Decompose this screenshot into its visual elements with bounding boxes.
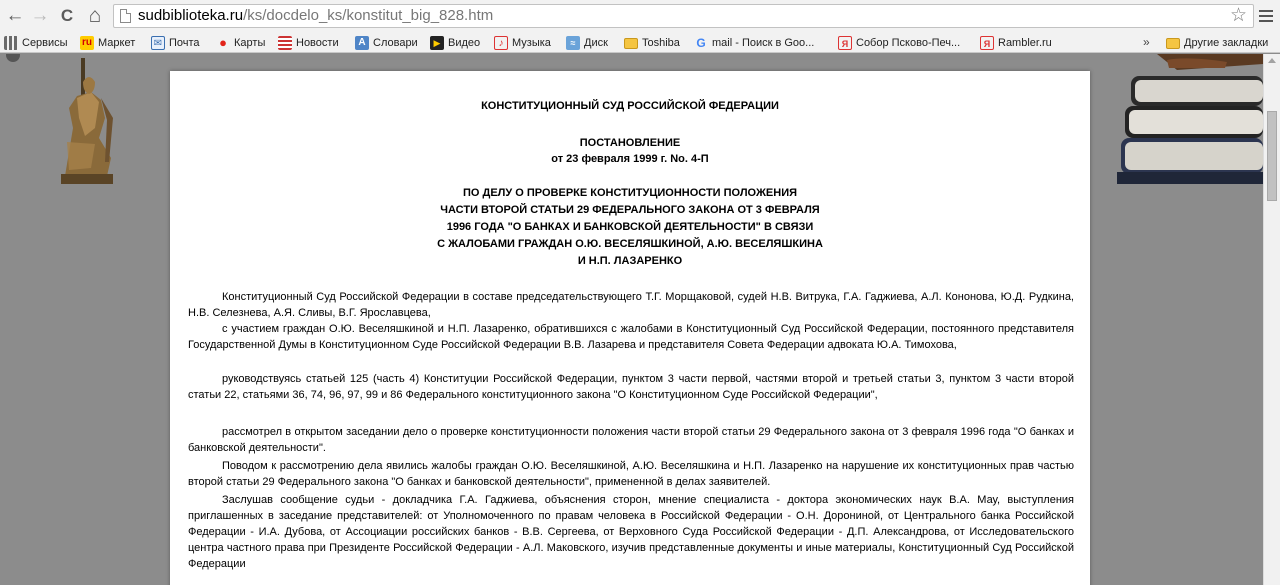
url-domain: sudbiblioteka.ru <box>138 7 244 24</box>
yandex-icon: Я <box>980 36 994 50</box>
video-icon: ▶ <box>430 36 444 50</box>
decorative-dot <box>6 54 20 62</box>
document-paragraph: с участием граждан О.Ю. Веселяшкиной и Н.П. Лазаренко, обратившихся с жалобами в Конституционный Суд Российской Федерации, постоянного представителя Государственной Думы в Конституционном Суде Российской Федерации В.В. Лазарева и представителя Совета Федерации адвоката Ю.А. Тимохова, <box>188 323 1074 351</box>
bookmark-dictionaries[interactable] <box>355 35 418 51</box>
document-page <box>170 71 1090 585</box>
bookmark-services[interactable] <box>4 35 68 51</box>
folder-icon <box>1166 38 1180 49</box>
disk-icon: ≈ <box>566 36 580 50</box>
scroll-up-arrow-icon[interactable] <box>1268 58 1276 63</box>
bookmark-label: Другие закладки <box>1184 37 1269 49</box>
document-title-line: И Н.П. ЛАЗАРЕНКО <box>577 255 683 267</box>
bookmark-label: Музыка <box>512 37 551 49</box>
document-title-line: 1996 ГОДА "О БАНКАХ И БАНКОВСКОЙ ДЕЯТЕЛЬНОСТИ" В СВЯЗИ <box>446 221 814 233</box>
court-heading: КОНСТИТУЦИОННЫЙ СУД РОССИЙСКОЙ ФЕДЕРАЦИИ <box>481 100 779 112</box>
dictionary-icon: А <box>355 36 369 50</box>
bookmark-label: Маркет <box>98 37 136 49</box>
forward-button[interactable]: → <box>30 5 50 26</box>
folder-icon <box>624 38 638 49</box>
document-title-line: ЧАСТИ ВТОРОЙ СТАТЬИ 29 ФЕДЕРАЛЬНОГО ЗАКОНА ОТ 3 ФЕВРАЛЯ <box>440 204 820 216</box>
document-paragraph: рассмотрел в открытом заседании дело о проверке конституционности положения части второй статьи 29 Федерального закона от 3 февраля 1996 года "О банках и банковской деятельности". <box>188 426 1074 454</box>
mail-icon: ✉ <box>151 36 165 50</box>
document-paragraph: Поводом к рассмотрению дела явились жалобы граждан О.Ю. Веселяшкиной, А.Ю. Веселяшкина и Н.П. Лазаренко на нарушение их конституционных прав частью второй статьи 29 Федерального закона "О банках и банковской деятельности", примененной в делах заявителей. <box>188 460 1074 488</box>
bookmarks-more-button[interactable]: » <box>1143 35 1150 49</box>
document-kind: ПОСТАНОВЛЕНИЕ <box>579 137 681 149</box>
bookmark-star-icon[interactable]: ☆ <box>1230 5 1248 26</box>
google-icon: G <box>696 36 706 50</box>
document-date: от 23 февраля 1999 г. No. 4-П <box>551 153 709 165</box>
reload-button[interactable]: C <box>60 6 74 25</box>
news-icon <box>278 36 292 50</box>
address-bar[interactable] <box>113 4 1254 28</box>
bookmark-mail[interactable] <box>151 35 200 51</box>
themis-statue-image <box>55 58 130 188</box>
page-scrollbar[interactable] <box>1263 54 1280 585</box>
bookmark-google-mail[interactable] <box>694 35 814 51</box>
page-viewport <box>0 54 1263 585</box>
document-paragraph: Заслушав сообщение судьи - докладчика Г.А. Гаджиева, объяснения сторон, мнение специалиста - доктора экономических наук В.А. Мау, выступления приглашенных в заседание представителей: от Уполномоченного по правам человека в Российской Федерации - О.Н. Дорониной, от Центрального банка Российской Федерации - И.А. Дубова, от Ассоциации российских банков - В.В. Сергеева, от Верховного Суда Российской Федерации - Д.П. Александрова, от Исследовательского центра частного права при Президенте Российской Федерации - А.Л. Маковского, изучив представленные документы и иные материалы, Конституционный Суд Российской Федерации <box>188 494 1074 570</box>
bookmark-maps[interactable] <box>216 35 265 51</box>
bookmark-news[interactable] <box>278 35 339 51</box>
yandex-icon: Я <box>838 36 852 50</box>
document-paragraph: Конституционный Суд Российской Федерации в составе председательствующего Т.Г. Морщаковой, судей Н.В. Витрука, Г.А. Гаджиева, А.Л. Кононова, Ю.Д. Рудкина, Н.В. Селезнева, А.Я. Сливы, В.Г. Ярославцева, <box>188 291 1074 319</box>
document-title-line: С ЖАЛОБАМИ ГРАЖДАН О.Ю. ВЕСЕЛЯШКИНОЙ, А.Ю. ВЕСЕЛЯШКИНА <box>437 238 823 250</box>
bookmark-label: Видео <box>448 37 481 49</box>
bookmark-market[interactable] <box>80 35 135 51</box>
bookmark-disk[interactable] <box>566 35 608 51</box>
bookmark-label: Диск <box>584 37 608 49</box>
bookmark-label: Rambler.ru <box>998 37 1052 49</box>
bookmark-label: Карты <box>234 37 266 49</box>
apps-icon <box>4 36 18 50</box>
bookmarks-bar <box>0 33 1280 53</box>
bookmark-video[interactable] <box>430 35 480 51</box>
bookmark-other[interactable] <box>1166 35 1268 51</box>
bookmark-sobor[interactable] <box>838 35 960 51</box>
bookmark-music[interactable] <box>494 35 551 51</box>
bookmark-toshiba[interactable] <box>624 35 680 51</box>
bookmark-label: Toshiba <box>642 37 680 49</box>
scrollbar-thumb[interactable] <box>1267 111 1277 201</box>
map-pin-icon: ● <box>219 35 227 50</box>
bookmark-label: Сервисы <box>22 37 68 49</box>
document-title-line: ПО ДЕЛУ О ПРОВЕРКЕ КОНСТИТУЦИОННОСТИ ПОЛОЖЕНИЯ <box>462 187 798 199</box>
page-icon <box>120 9 131 23</box>
bookmark-label: Словари <box>373 37 418 49</box>
document-paragraph: руководствуясь статьей 125 (часть 4) Конституции Российской Федерации, пунктом 3 части первой, частями второй и третьей статьи 3, пунктом 3 части второй статьи 22, статьями 36, 74, 96, 97, 99 и 86 Федерального конституционного закона "О Конституционном Суде Российской Федерации", <box>188 373 1074 401</box>
menu-icon[interactable] <box>1257 4 1275 28</box>
bookmark-label: Новости <box>296 37 339 49</box>
bookmark-label: mail - Поиск в Goo... <box>712 37 815 49</box>
browser-toolbar <box>0 0 1280 33</box>
market-icon: ru <box>82 37 92 48</box>
bookmark-rambler[interactable] <box>980 35 1052 51</box>
back-button[interactable]: ← <box>5 5 25 26</box>
bookmark-label: Почта <box>169 37 200 49</box>
home-button[interactable]: ⌂ <box>88 4 102 27</box>
bookmark-label: Собор Псково-Печ... <box>856 37 961 49</box>
url-path: /ks/docdelo_ks/konstitut_big_828.htm <box>243 7 494 24</box>
books-image <box>1117 54 1263 184</box>
music-icon: ♪ <box>494 36 508 50</box>
